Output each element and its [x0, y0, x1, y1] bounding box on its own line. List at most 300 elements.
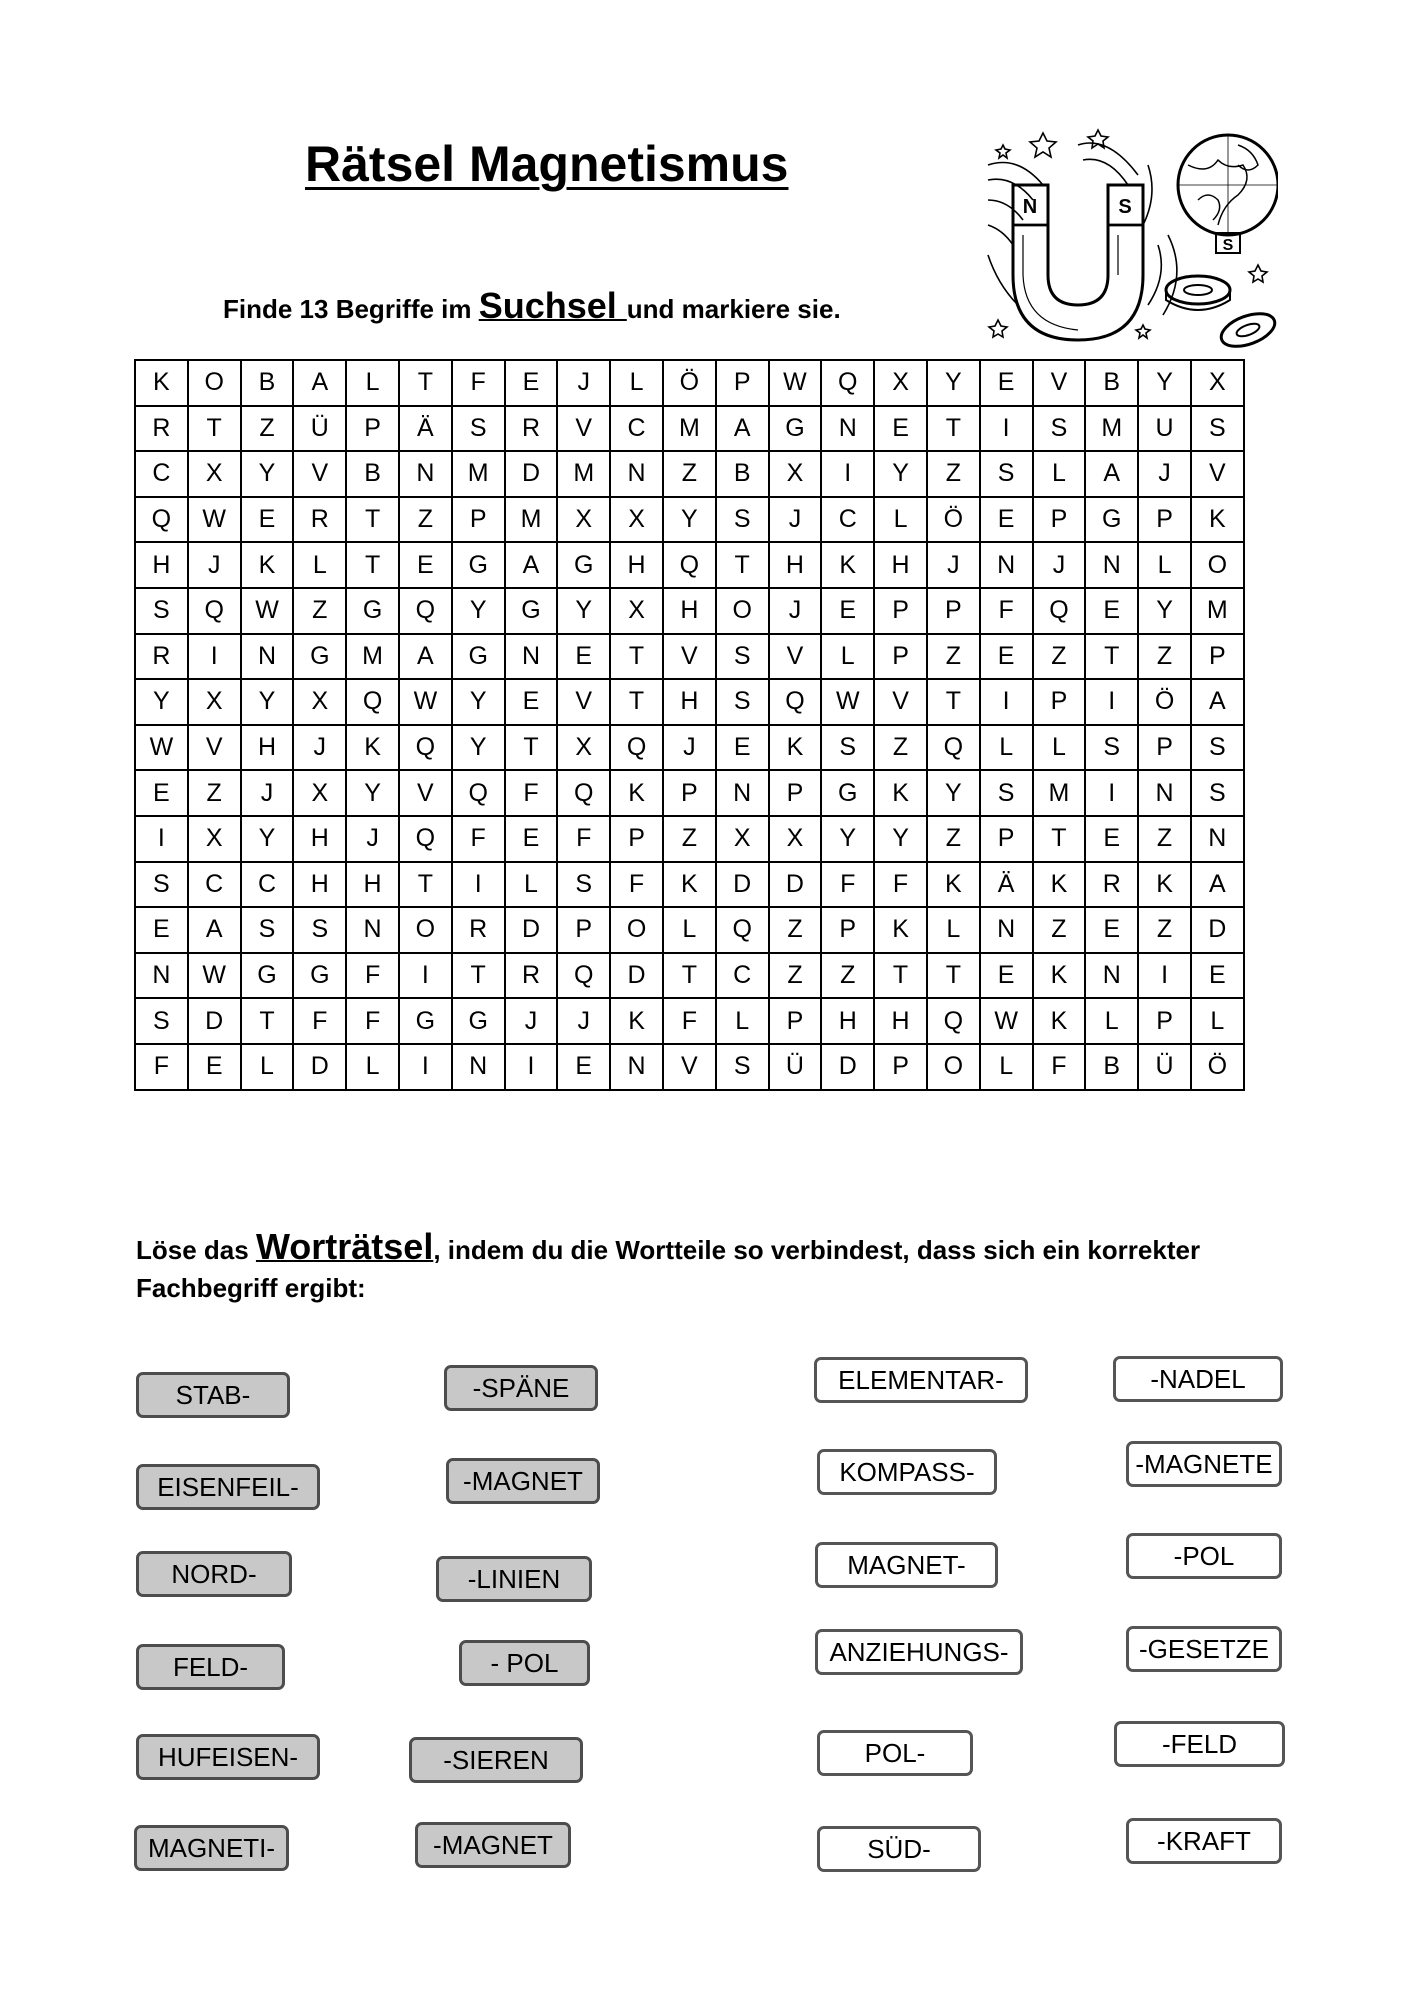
grid-cell[interactable]: S: [135, 998, 188, 1044]
word-tile[interactable]: -SIEREN: [409, 1737, 583, 1783]
grid-cell[interactable]: N: [610, 1044, 663, 1090]
grid-cell[interactable]: E: [188, 1044, 241, 1090]
grid-cell[interactable]: F: [452, 360, 505, 406]
grid-cell[interactable]: I: [452, 862, 505, 908]
grid-cell[interactable]: C: [610, 406, 663, 452]
grid-cell[interactable]: O: [399, 907, 452, 953]
grid-cell[interactable]: J: [188, 542, 241, 588]
grid-cell[interactable]: V: [663, 634, 716, 680]
grid-cell[interactable]: K: [241, 542, 294, 588]
grid-cell[interactable]: K: [1138, 862, 1191, 908]
grid-cell[interactable]: O: [927, 1044, 980, 1090]
grid-cell[interactable]: J: [1033, 542, 1086, 588]
word-tile[interactable]: MAGNETI-: [134, 1825, 289, 1871]
grid-cell[interactable]: N: [452, 1044, 505, 1090]
grid-cell[interactable]: F: [452, 816, 505, 862]
grid-cell[interactable]: Ö: [663, 360, 716, 406]
grid-cell[interactable]: T: [241, 998, 294, 1044]
grid-cell[interactable]: I: [399, 953, 452, 999]
grid-cell[interactable]: T: [610, 634, 663, 680]
grid-cell[interactable]: Q: [399, 816, 452, 862]
grid-cell[interactable]: T: [927, 406, 980, 452]
grid-cell[interactable]: S: [135, 862, 188, 908]
grid-cell[interactable]: Z: [874, 725, 927, 771]
grid-cell[interactable]: P: [557, 907, 610, 953]
grid-cell[interactable]: D: [505, 907, 558, 953]
grid-cell[interactable]: X: [1191, 360, 1244, 406]
grid-cell[interactable]: T: [1085, 634, 1138, 680]
grid-cell[interactable]: T: [346, 497, 399, 543]
grid-cell[interactable]: D: [610, 953, 663, 999]
word-tile[interactable]: - POL: [459, 1640, 590, 1686]
grid-cell[interactable]: P: [1191, 634, 1244, 680]
grid-cell[interactable]: M: [346, 634, 399, 680]
grid-cell[interactable]: J: [1138, 451, 1191, 497]
grid-cell[interactable]: Q: [663, 542, 716, 588]
grid-cell[interactable]: K: [769, 725, 822, 771]
grid-cell[interactable]: N: [135, 953, 188, 999]
grid-cell[interactable]: T: [1033, 816, 1086, 862]
grid-cell[interactable]: C: [716, 953, 769, 999]
grid-cell[interactable]: A: [1191, 679, 1244, 725]
grid-cell[interactable]: Z: [241, 406, 294, 452]
grid-cell[interactable]: Q: [346, 679, 399, 725]
grid-cell[interactable]: X: [610, 588, 663, 634]
grid-cell[interactable]: X: [716, 816, 769, 862]
grid-cell[interactable]: Z: [1033, 634, 1086, 680]
grid-cell[interactable]: Q: [927, 725, 980, 771]
grid-cell[interactable]: P: [874, 634, 927, 680]
grid-cell[interactable]: T: [716, 542, 769, 588]
grid-cell[interactable]: J: [769, 497, 822, 543]
grid-cell[interactable]: A: [716, 406, 769, 452]
grid-cell[interactable]: A: [399, 634, 452, 680]
grid-cell[interactable]: N: [1085, 542, 1138, 588]
grid-cell[interactable]: V: [293, 451, 346, 497]
grid-cell[interactable]: R: [135, 634, 188, 680]
grid-cell[interactable]: Z: [927, 816, 980, 862]
grid-cell[interactable]: P: [1138, 497, 1191, 543]
word-tile[interactable]: -MAGNETE: [1126, 1441, 1282, 1487]
grid-cell[interactable]: J: [663, 725, 716, 771]
grid-cell[interactable]: H: [293, 816, 346, 862]
grid-cell[interactable]: Q: [557, 770, 610, 816]
grid-cell[interactable]: J: [557, 360, 610, 406]
grid-cell[interactable]: Z: [1033, 907, 1086, 953]
grid-cell[interactable]: F: [293, 998, 346, 1044]
grid-cell[interactable]: D: [293, 1044, 346, 1090]
grid-cell[interactable]: I: [505, 1044, 558, 1090]
grid-cell[interactable]: T: [663, 953, 716, 999]
grid-cell[interactable]: Ö: [1138, 679, 1191, 725]
grid-cell[interactable]: E: [821, 588, 874, 634]
grid-cell[interactable]: J: [769, 588, 822, 634]
word-tile[interactable]: MAGNET-: [815, 1542, 998, 1588]
grid-cell[interactable]: P: [663, 770, 716, 816]
grid-cell[interactable]: Y: [241, 816, 294, 862]
word-tile[interactable]: -GESETZE: [1126, 1626, 1282, 1672]
grid-cell[interactable]: H: [821, 998, 874, 1044]
word-tile[interactable]: -NADEL: [1113, 1356, 1283, 1402]
grid-cell[interactable]: L: [980, 1044, 1033, 1090]
word-tile[interactable]: ELEMENTAR-: [814, 1357, 1028, 1403]
grid-cell[interactable]: B: [1085, 1044, 1138, 1090]
grid-cell[interactable]: E: [716, 725, 769, 771]
grid-cell[interactable]: E: [505, 679, 558, 725]
grid-cell[interactable]: L: [927, 907, 980, 953]
grid-cell[interactable]: I: [399, 1044, 452, 1090]
grid-cell[interactable]: G: [557, 542, 610, 588]
grid-cell[interactable]: R: [1085, 862, 1138, 908]
grid-cell[interactable]: G: [452, 998, 505, 1044]
grid-cell[interactable]: F: [663, 998, 716, 1044]
grid-cell[interactable]: S: [557, 862, 610, 908]
grid-cell[interactable]: T: [346, 542, 399, 588]
grid-cell[interactable]: T: [505, 725, 558, 771]
grid-cell[interactable]: C: [188, 862, 241, 908]
word-tile[interactable]: ANZIEHUNGS-: [815, 1629, 1023, 1675]
grid-cell[interactable]: F: [557, 816, 610, 862]
grid-cell[interactable]: G: [452, 634, 505, 680]
grid-cell[interactable]: Q: [716, 907, 769, 953]
grid-cell[interactable]: K: [610, 770, 663, 816]
grid-cell[interactable]: Ü: [293, 406, 346, 452]
grid-cell[interactable]: X: [769, 816, 822, 862]
grid-cell[interactable]: Y: [241, 679, 294, 725]
word-tile[interactable]: -MAGNET: [415, 1822, 571, 1868]
grid-cell[interactable]: T: [452, 953, 505, 999]
grid-cell[interactable]: Y: [135, 679, 188, 725]
grid-cell[interactable]: Q: [610, 725, 663, 771]
word-tile[interactable]: -LINIEN: [436, 1556, 592, 1602]
grid-cell[interactable]: P: [1033, 679, 1086, 725]
grid-cell[interactable]: B: [346, 451, 399, 497]
grid-cell[interactable]: R: [505, 953, 558, 999]
grid-cell[interactable]: N: [1138, 770, 1191, 816]
grid-cell[interactable]: S: [716, 679, 769, 725]
grid-cell[interactable]: X: [188, 451, 241, 497]
grid-cell[interactable]: P: [769, 998, 822, 1044]
grid-cell[interactable]: M: [505, 497, 558, 543]
grid-cell[interactable]: N: [980, 907, 1033, 953]
grid-cell[interactable]: S: [1191, 725, 1244, 771]
grid-cell[interactable]: X: [293, 679, 346, 725]
grid-cell[interactable]: K: [1191, 497, 1244, 543]
grid-cell[interactable]: N: [716, 770, 769, 816]
grid-cell[interactable]: Y: [663, 497, 716, 543]
grid-cell[interactable]: K: [663, 862, 716, 908]
grid-cell[interactable]: L: [716, 998, 769, 1044]
grid-cell[interactable]: Ö: [927, 497, 980, 543]
word-tile[interactable]: -SPÄNE: [444, 1365, 598, 1411]
grid-cell[interactable]: P: [927, 588, 980, 634]
grid-cell[interactable]: C: [821, 497, 874, 543]
grid-cell[interactable]: J: [557, 998, 610, 1044]
grid-cell[interactable]: V: [1033, 360, 1086, 406]
grid-cell[interactable]: D: [716, 862, 769, 908]
grid-cell[interactable]: K: [1033, 998, 1086, 1044]
grid-cell[interactable]: R: [452, 907, 505, 953]
grid-cell[interactable]: P: [1138, 725, 1191, 771]
grid-cell[interactable]: I: [1138, 953, 1191, 999]
grid-cell[interactable]: S: [716, 497, 769, 543]
grid-cell[interactable]: N: [1085, 953, 1138, 999]
grid-cell[interactable]: G: [452, 542, 505, 588]
grid-cell[interactable]: G: [241, 953, 294, 999]
grid-cell[interactable]: S: [135, 588, 188, 634]
grid-cell[interactable]: F: [135, 1044, 188, 1090]
grid-cell[interactable]: T: [399, 862, 452, 908]
grid-cell[interactable]: T: [610, 679, 663, 725]
grid-cell[interactable]: Z: [663, 451, 716, 497]
grid-cell[interactable]: G: [769, 406, 822, 452]
grid-cell[interactable]: K: [874, 907, 927, 953]
grid-cell[interactable]: K: [610, 998, 663, 1044]
grid-cell[interactable]: H: [874, 998, 927, 1044]
grid-cell[interactable]: F: [980, 588, 1033, 634]
grid-cell[interactable]: L: [874, 497, 927, 543]
grid-cell[interactable]: V: [399, 770, 452, 816]
grid-cell[interactable]: P: [1138, 998, 1191, 1044]
grid-cell[interactable]: S: [241, 907, 294, 953]
grid-cell[interactable]: Ü: [1138, 1044, 1191, 1090]
grid-cell[interactable]: E: [399, 542, 452, 588]
grid-cell[interactable]: Y: [821, 816, 874, 862]
grid-cell[interactable]: O: [716, 588, 769, 634]
grid-cell[interactable]: I: [980, 406, 1033, 452]
grid-cell[interactable]: P: [346, 406, 399, 452]
word-tile[interactable]: -POL: [1126, 1533, 1282, 1579]
grid-cell[interactable]: E: [135, 907, 188, 953]
grid-cell[interactable]: L: [241, 1044, 294, 1090]
grid-cell[interactable]: O: [188, 360, 241, 406]
grid-cell[interactable]: Z: [1138, 907, 1191, 953]
grid-cell[interactable]: L: [821, 634, 874, 680]
grid-cell[interactable]: E: [505, 360, 558, 406]
grid-cell[interactable]: E: [1191, 953, 1244, 999]
grid-cell[interactable]: L: [1085, 998, 1138, 1044]
grid-cell[interactable]: C: [241, 862, 294, 908]
grid-cell[interactable]: X: [293, 770, 346, 816]
grid-cell[interactable]: V: [188, 725, 241, 771]
grid-cell[interactable]: L: [1191, 998, 1244, 1044]
grid-cell[interactable]: H: [135, 542, 188, 588]
word-tile[interactable]: NORD-: [136, 1551, 292, 1597]
grid-cell[interactable]: R: [505, 406, 558, 452]
grid-cell[interactable]: Q: [399, 725, 452, 771]
grid-cell[interactable]: P: [874, 588, 927, 634]
grid-cell[interactable]: F: [1033, 1044, 1086, 1090]
grid-cell[interactable]: H: [663, 588, 716, 634]
grid-cell[interactable]: Q: [769, 679, 822, 725]
grid-cell[interactable]: X: [188, 816, 241, 862]
grid-cell[interactable]: G: [293, 634, 346, 680]
grid-cell[interactable]: N: [505, 634, 558, 680]
grid-cell[interactable]: Z: [1138, 634, 1191, 680]
grid-cell[interactable]: I: [135, 816, 188, 862]
grid-cell[interactable]: E: [980, 634, 1033, 680]
grid-cell[interactable]: Z: [1138, 816, 1191, 862]
grid-cell[interactable]: J: [346, 816, 399, 862]
grid-cell[interactable]: V: [874, 679, 927, 725]
grid-cell[interactable]: W: [241, 588, 294, 634]
grid-cell[interactable]: T: [874, 953, 927, 999]
grid-cell[interactable]: M: [1191, 588, 1244, 634]
grid-cell[interactable]: Z: [927, 634, 980, 680]
grid-cell[interactable]: P: [452, 497, 505, 543]
grid-cell[interactable]: F: [874, 862, 927, 908]
grid-cell[interactable]: E: [980, 497, 1033, 543]
grid-cell[interactable]: A: [293, 360, 346, 406]
grid-cell[interactable]: T: [927, 679, 980, 725]
grid-cell[interactable]: Q: [188, 588, 241, 634]
grid-cell[interactable]: W: [980, 998, 1033, 1044]
grid-cell[interactable]: S: [452, 406, 505, 452]
grid-cell[interactable]: E: [241, 497, 294, 543]
grid-cell[interactable]: F: [610, 862, 663, 908]
grid-cell[interactable]: P: [716, 360, 769, 406]
grid-cell[interactable]: V: [557, 406, 610, 452]
grid-cell[interactable]: S: [293, 907, 346, 953]
grid-cell[interactable]: I: [1085, 679, 1138, 725]
grid-cell[interactable]: G: [293, 953, 346, 999]
grid-cell[interactable]: V: [663, 1044, 716, 1090]
grid-cell[interactable]: J: [505, 998, 558, 1044]
grid-cell[interactable]: K: [874, 770, 927, 816]
grid-cell[interactable]: W: [399, 679, 452, 725]
grid-cell[interactable]: H: [610, 542, 663, 588]
word-tile[interactable]: POL-: [817, 1730, 973, 1776]
grid-cell[interactable]: S: [1191, 406, 1244, 452]
grid-cell[interactable]: E: [1085, 907, 1138, 953]
grid-cell[interactable]: W: [821, 679, 874, 725]
grid-cell[interactable]: S: [821, 725, 874, 771]
grid-cell[interactable]: B: [716, 451, 769, 497]
grid-cell[interactable]: J: [241, 770, 294, 816]
grid-cell[interactable]: Y: [1138, 360, 1191, 406]
grid-cell[interactable]: F: [346, 998, 399, 1044]
grid-cell[interactable]: O: [610, 907, 663, 953]
grid-cell[interactable]: H: [346, 862, 399, 908]
grid-cell[interactable]: P: [821, 907, 874, 953]
word-tile[interactable]: -KRAFT: [1126, 1818, 1282, 1864]
grid-cell[interactable]: E: [980, 360, 1033, 406]
grid-cell[interactable]: I: [980, 679, 1033, 725]
grid-cell[interactable]: Z: [293, 588, 346, 634]
grid-cell[interactable]: R: [293, 497, 346, 543]
grid-cell[interactable]: Y: [874, 451, 927, 497]
grid-cell[interactable]: X: [610, 497, 663, 543]
grid-cell[interactable]: H: [874, 542, 927, 588]
grid-cell[interactable]: E: [135, 770, 188, 816]
grid-cell[interactable]: I: [1085, 770, 1138, 816]
grid-cell[interactable]: A: [188, 907, 241, 953]
grid-cell[interactable]: M: [557, 451, 610, 497]
grid-cell[interactable]: Z: [769, 907, 822, 953]
grid-cell[interactable]: S: [980, 451, 1033, 497]
grid-cell[interactable]: Ö: [1191, 1044, 1244, 1090]
grid-cell[interactable]: L: [980, 725, 1033, 771]
grid-cell[interactable]: Z: [769, 953, 822, 999]
grid-cell[interactable]: M: [1033, 770, 1086, 816]
grid-cell[interactable]: G: [1085, 497, 1138, 543]
grid-cell[interactable]: F: [505, 770, 558, 816]
grid-cell[interactable]: S: [716, 634, 769, 680]
grid-cell[interactable]: N: [980, 542, 1033, 588]
grid-cell[interactable]: I: [188, 634, 241, 680]
grid-cell[interactable]: L: [293, 542, 346, 588]
grid-cell[interactable]: Q: [1033, 588, 1086, 634]
grid-cell[interactable]: Z: [399, 497, 452, 543]
grid-cell[interactable]: D: [505, 451, 558, 497]
grid-cell[interactable]: D: [188, 998, 241, 1044]
grid-cell[interactable]: K: [821, 542, 874, 588]
grid-cell[interactable]: Y: [927, 770, 980, 816]
grid-cell[interactable]: Z: [188, 770, 241, 816]
grid-cell[interactable]: A: [1191, 862, 1244, 908]
grid-cell[interactable]: Z: [927, 451, 980, 497]
grid-cell[interactable]: Q: [557, 953, 610, 999]
grid-cell[interactable]: P: [1033, 497, 1086, 543]
grid-cell[interactable]: M: [452, 451, 505, 497]
grid-cell[interactable]: W: [188, 953, 241, 999]
grid-cell[interactable]: P: [980, 816, 1033, 862]
grid-cell[interactable]: C: [135, 451, 188, 497]
grid-cell[interactable]: L: [1033, 725, 1086, 771]
grid-cell[interactable]: Z: [663, 816, 716, 862]
grid-cell[interactable]: X: [769, 451, 822, 497]
grid-cell[interactable]: Y: [452, 588, 505, 634]
grid-cell[interactable]: P: [874, 1044, 927, 1090]
grid-cell[interactable]: X: [557, 497, 610, 543]
word-tile[interactable]: STAB-: [136, 1372, 290, 1418]
grid-cell[interactable]: E: [557, 1044, 610, 1090]
grid-cell[interactable]: H: [293, 862, 346, 908]
grid-cell[interactable]: D: [821, 1044, 874, 1090]
grid-cell[interactable]: S: [1033, 406, 1086, 452]
grid-cell[interactable]: K: [1033, 862, 1086, 908]
grid-cell[interactable]: Q: [135, 497, 188, 543]
grid-cell[interactable]: F: [821, 862, 874, 908]
grid-cell[interactable]: K: [346, 725, 399, 771]
grid-cell[interactable]: A: [505, 542, 558, 588]
grid-cell[interactable]: N: [610, 451, 663, 497]
grid-cell[interactable]: Y: [557, 588, 610, 634]
grid-cell[interactable]: E: [505, 816, 558, 862]
grid-cell[interactable]: X: [874, 360, 927, 406]
grid-cell[interactable]: Q: [821, 360, 874, 406]
grid-cell[interactable]: S: [1191, 770, 1244, 816]
grid-cell[interactable]: M: [663, 406, 716, 452]
grid-cell[interactable]: S: [1085, 725, 1138, 771]
grid-cell[interactable]: L: [610, 360, 663, 406]
grid-cell[interactable]: H: [241, 725, 294, 771]
grid-cell[interactable]: G: [346, 588, 399, 634]
grid-cell[interactable]: K: [927, 862, 980, 908]
grid-cell[interactable]: U: [1138, 406, 1191, 452]
grid-cell[interactable]: T: [188, 406, 241, 452]
grid-cell[interactable]: Q: [399, 588, 452, 634]
word-tile[interactable]: -MAGNET: [446, 1458, 600, 1504]
grid-cell[interactable]: Y: [452, 679, 505, 725]
grid-cell[interactable]: N: [399, 451, 452, 497]
grid-cell[interactable]: X: [188, 679, 241, 725]
grid-cell[interactable]: W: [135, 725, 188, 771]
word-tile[interactable]: EISENFEIL-: [136, 1464, 320, 1510]
grid-cell[interactable]: K: [1033, 953, 1086, 999]
grid-cell[interactable]: E: [557, 634, 610, 680]
grid-cell[interactable]: S: [980, 770, 1033, 816]
